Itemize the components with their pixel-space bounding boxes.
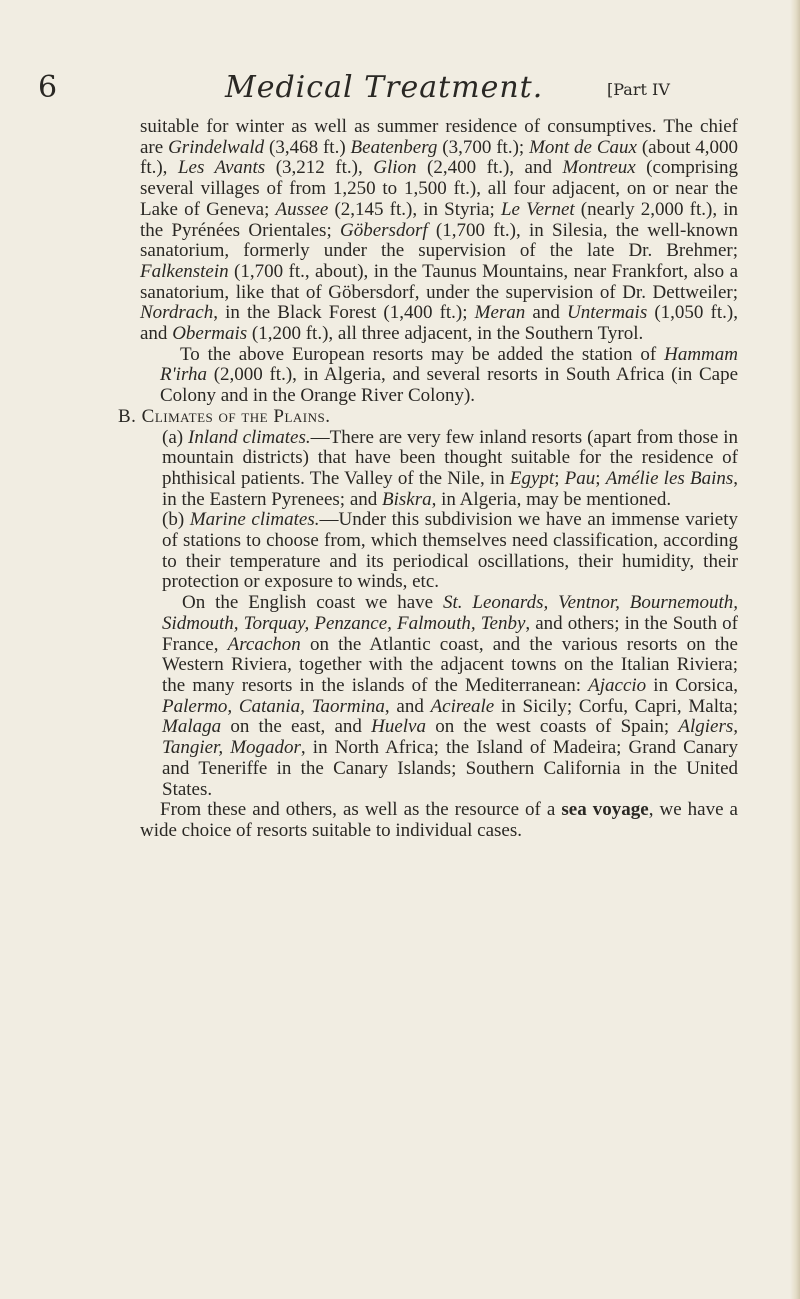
paragraph-sea-voyage: From these and others, as well as the resource of a sea voyage, we have a wide choice of resorts suitable to individual cases.: [140, 799, 738, 841]
running-title: Medical Treatment.: [225, 70, 544, 105]
paragraph-inland-climates: (a) Inland climates.—There are very few inland resorts (apart from those in mountain districts) that have been thought suitable for the residence of phthisical patients. The Valley of the Nile, in Egypt; Pau; Amélie les Bains, in the Eastern Pyrenees; and Biskra, in Algeria, may be mentioned.: [162, 426, 739, 510]
paragraph-alpine-resorts: suitable for winter as well as summer residence of consumptives. The chief are Grindelwald (3,468 ft.) Beatenberg (3,700 ft.); Mont de Caux (about 4,000 ft.), Les Avants (3,212 ft.), Glion (2,400 ft.), and Montreux (comprising several villages of from 1,250 to 1,500 ft.), all four adjacent, on or near the Lake of Geneva; Aussee (2,145 ft.), in Styria; Le Vernet (nearly 2,000 ft.), in the Pyrénées Orientales; Göbersdorf (1,700 ft.), in Silesia, the well-known sanatorium, formerly under the supervision of the late Dr. Brehmer; Falkenstein (1,700 ft., about), in the Taunus Mountains, near Frankfort, also a sanatorium, like that of Göbersdorf, under the supervision of Dr. Dettweiler; Nordrach, in the Black Forest (1,400 ft.); Meran and Untermais (1,050 ft.), and Obermais (1,200 ft.), all three adjacent, in the Southern Tyrol.: [140, 116, 738, 345]
paragraph-other-resorts: To the above European resorts may be added the station of Hammam R'irha (2,000 ft.), in Algeria, and several resorts in South Africa (in Cape Colony and in the Orange River Colony).: [160, 343, 738, 407]
page-number: 6: [38, 70, 58, 105]
part-label: [Part IV: [607, 80, 670, 99]
section-heading-plains: B. Climates of the Plains.: [118, 405, 331, 427]
page-edge: [790, 0, 800, 1299]
page-header: [38, 70, 738, 110]
paragraph-marine-resorts: On the English coast we have St. Leonards, Ventnor, Bournemouth, Sidmouth, Torquay, Penzance, Falmouth, Tenby, and others; in the South of France, Arcachon on the Atlantic coast, and the various resorts on the Western Riviera, together with the adjacent towns on the Italian Riviera; the many resorts in the islands of the Mediterranean: Ajaccio in Corsica, Palermo, Catania, Taormina, and Acireale in Sicily; Corfu, Capri, Malta; Malaga on the east, and Huelva on the west coasts of Spain; Algiers, Tangier, Mogador, in North Africa; the Island of Madeira; Grand Canary and Teneriffe in the Canary Islands; Southern California in the United States.: [162, 592, 739, 800]
paragraph-marine-climates: (b) Marine climates.—Under this subdivision we have an immense variety of stations to choose from, which themselves need classification, according to their temperature and its periodical oscillations, their humidity, their protection or exposure to winds, etc.: [162, 509, 739, 593]
page-body: [118, 116, 739, 842]
